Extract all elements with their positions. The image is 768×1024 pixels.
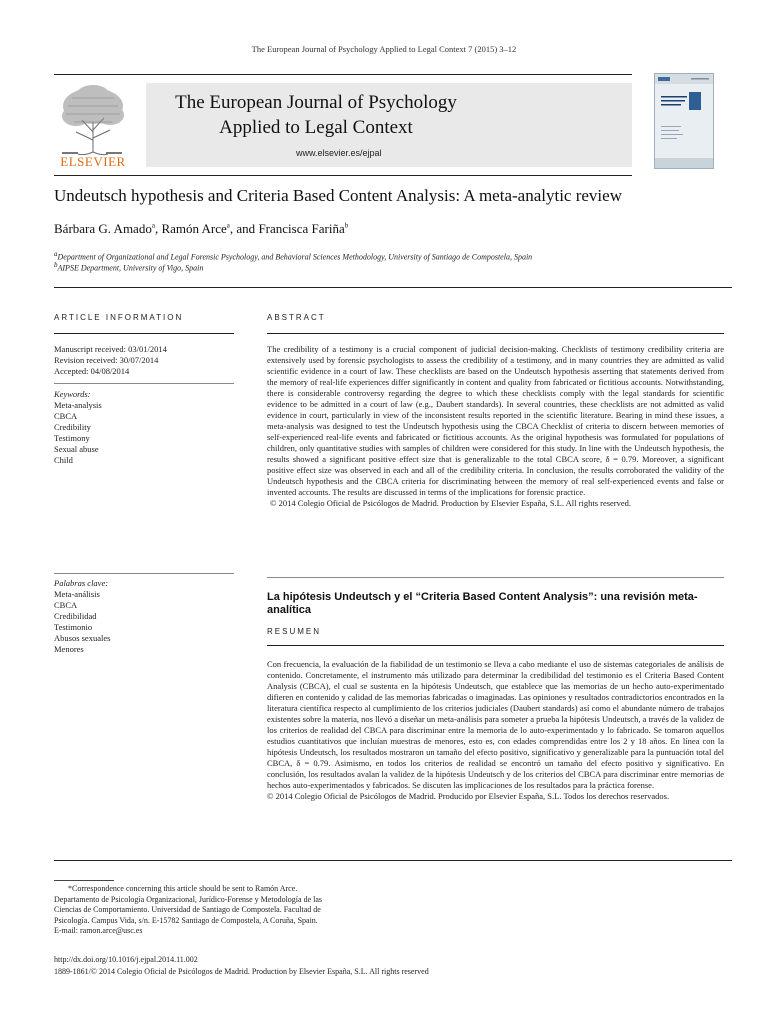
elsevier-wordmark: ELSEVIER [60,154,126,169]
journal-cover-thumbnail [654,73,714,169]
dates-rule [54,383,234,384]
keyword-item: Credibility [54,422,91,432]
article-dates [54,344,234,377]
article-info-heading: ARTICLE INFORMATION [54,313,184,322]
abstract-end-rule [267,577,724,578]
footnote-rule [54,880,114,881]
abstract-heading: ABSTRACT [267,313,326,322]
author-list [54,221,348,237]
author-affiliation-mark: a [226,221,230,230]
journal-title-line2: Applied to Legal Context [219,117,413,138]
manuscript-received: Manuscript received: 03/01/2014 [54,344,167,354]
correspondence-footnote [54,884,384,937]
footnote-line: Psicología. Campus Vida, s/n. E-15782 Santiago de Compostela, A Coruña, Spain. [54,915,318,925]
keywords-label: Keywords: [54,389,91,399]
header-separator-rule [54,287,732,288]
abstract-paragraph: The credibility of a testimony is a crucial component of judicial decision-making. Checklists of testimony credibility criteria are extensively used by forensic psychologists to assess the credibility of a testimony, and in many countries they are admitted as valid scientific evidence in a court of law. These checklists are based on the Undeutsch hypothesis asserting that statements derived from the memory of real-life experiences differ significantly in content and quality from fabricated or fictitious accounts. Notwithstanding, there is considerable controversy regarding the degree to which these checklists comply with the legal standards for scientific evidence to be admitted in a court of law (e.g., Daubert standards). In several countries, these checklists are not admitted as valid evidence in court, particularly in view of the inconsistent results reported in the scientific literature. Bearing in mind these issues, a meta-analysis was designed to test the Undeutsch hypothesis using the CBCA Checklist of criteria to discern between memories of self-experienced real-life events and fabricated or fictitious accounts. As the original hypothesis was formulated for populations of children, only quantitative studies with samples of children were considered for this study. In line with the Undeutsch hypothesis, the results showed a significant positive effect size that is generalizable to the total CBCA score, δ = 0.79. Moreover, a significant positive effect size was observed in each and all of the credibility criteria. In conclusion, the results corroborated the validity of the Undeutsch hypothesis and the CBCA criteria for discriminating between the memory of real self-experienced events and false or invented accounts. The results are discussed in terms of the implications for forensic practice. [267,344,724,497]
keyword-item: Testimony [54,433,90,443]
author-name: Bárbara G. Amado [54,221,152,236]
keyword-item: Sexual abuse [54,444,99,454]
footnote-email[interactable]: E-mail: ramon.arce@usc.es [54,926,143,935]
cover-art [655,74,713,168]
palabra-item: Meta-análisis [54,589,100,599]
issn-copyright: 1889-1861/© 2014 Colegio Oficial de Psicólogos de Madrid. Production by Elsevier España, S.L. All rights reserved [54,967,429,976]
author-affiliation-mark: b [344,221,349,230]
keyword-item: Child [54,455,73,465]
palabra-item: Credibilidad [54,611,97,621]
palabra-item: Menores [54,644,84,654]
header-bottom-rule [54,175,632,176]
footnote-line: *Correspondence concerning this article should be sent to Ramón Arce. [68,884,298,893]
journal-title-line1: The European Journal of Psychology [175,92,457,113]
author-separator: , [154,221,162,236]
journal-title [146,90,486,140]
header-top-rule [54,74,632,75]
resumen-rule [267,645,724,646]
running-head: The European Journal of Psychology Applied to Legal Context 7 (2015) 3–12 [251,44,517,54]
journal-url[interactable]: www.elsevier.es/ejpal [296,148,382,158]
resumen-body [267,659,724,802]
resumen-paragraph: Con frecuencia, la evaluación de la fiabilidad de un testimonio se lleva a cabo mediante el uso de sistemas categoriales de análisis de contenido. Concretamente, el instrumento más utilizado para determinar la credibilidad del testimonio es el Criteria Based Content Analysis (CBCA), el cual se sustenta en la hipótesis Undeutsch, que establece que las memorias de un hecho auto-experimentado difieren en contenido y calidad de las memorias fabricadas o imaginadas. Las opiniones y resultados contradictorios encontrados en la literatura científica respecto al cumplimiento de los criterios judiciales (Daubert standards) así como el abundante número de trabajos existentes sobre la materia, nos llevó a diseñar un meta-análisis para someter a prueba la hipótesis Undeutsch, a través de la validez de los criterios de realidad del CBCA para discriminar entre la memoria de lo auto-experimentado y lo fabricado. Se tomaron aquellos estudios cuantitativos que incluían muestras de menores, esto es, con edades comprendidas entre los 2 y 18 años. En línea con la hipótesis Undeutsch, los resultados mostraron un tamaño del efecto positivo, significativo y generalizable para la puntuación total del CBCA, δ = 0.79. Asimismo, en todos los criterios de realidad se encontró un tamaño del efecto positivo y significativo. En conclusión, los resultados avalan la validez de la hipótesis Undeutsch y de los criterios del CBCA para discriminar entre memorias de hechos auto-experimentados y fabricados. Se discuten las implicaciones de los resultados para la práctica forense. [267,659,724,790]
author-affiliation-mark: a [151,221,155,230]
footnote-line: Ciencias de Comportamiento. Universidad de Santiago de Compostela. Facultad de [54,905,321,914]
affiliation-b [54,261,734,273]
author-name: Francisca Fariña [258,221,345,236]
abstract-body [267,344,724,509]
palabra-item: Testimonio [54,622,93,632]
affiliation-text: Department of Organizational and Legal Forensic Psychology, and Behavioral Sciences Methodology, University of Santiago de Compostela, Spain [57,252,533,262]
palabras-rule [54,573,234,574]
revision-received: Revision received: 30/07/2014 [54,355,159,365]
article-info-rule [54,333,234,334]
resumen-heading: RESUMEN [267,627,322,636]
affiliation-mark: a [54,250,58,258]
affiliation-text: AIPSE Department, University of Vigo, Spain [57,263,204,273]
author-name: Ramón Arce [161,221,227,236]
page-footer [54,954,654,978]
doi-link[interactable]: http://dx.doi.org/10.1016/j.ejpal.2014.11.002 [54,955,198,964]
accepted-date: Accepted: 04/08/2014 [54,366,130,376]
footnote-line: Departamento de Psicología Organizacional, Jurídico-Forense y Metodología de las [54,894,322,904]
article-title: Undeutsch hypothesis and Criteria Based Content Analysis: A meta-analytic review [54,186,622,205]
palabra-item: Abusos sexuales [54,633,111,643]
spanish-title: La hipótesis Undeutsch y el “Criteria Based Content Analysis”: una revisión meta-analítica [267,591,698,616]
palabra-item: CBCA [54,600,78,610]
body-end-rule [54,860,732,861]
affiliation-a [54,250,734,262]
keywords-block [54,389,234,466]
keyword-item: Meta-analysis [54,400,102,410]
keyword-item: CBCA [54,411,78,421]
resumen-copyright: © 2014 Colegio Oficial de Psicólogos de Madrid. Producido por Elsevier España, S.L. Todos los derechos reservados. [267,791,670,801]
abstract-rule [267,333,724,334]
palabras-clave-label: Palabras clave: [54,578,109,588]
affiliation-mark: b [54,261,58,269]
palabras-clave-block [54,578,234,655]
abstract-copyright: © 2014 Colegio Oficial de Psicólogos de Madrid. Production by Elsevier España, S.L. All rights reserved. [270,498,632,508]
author-separator: , and [229,221,259,236]
